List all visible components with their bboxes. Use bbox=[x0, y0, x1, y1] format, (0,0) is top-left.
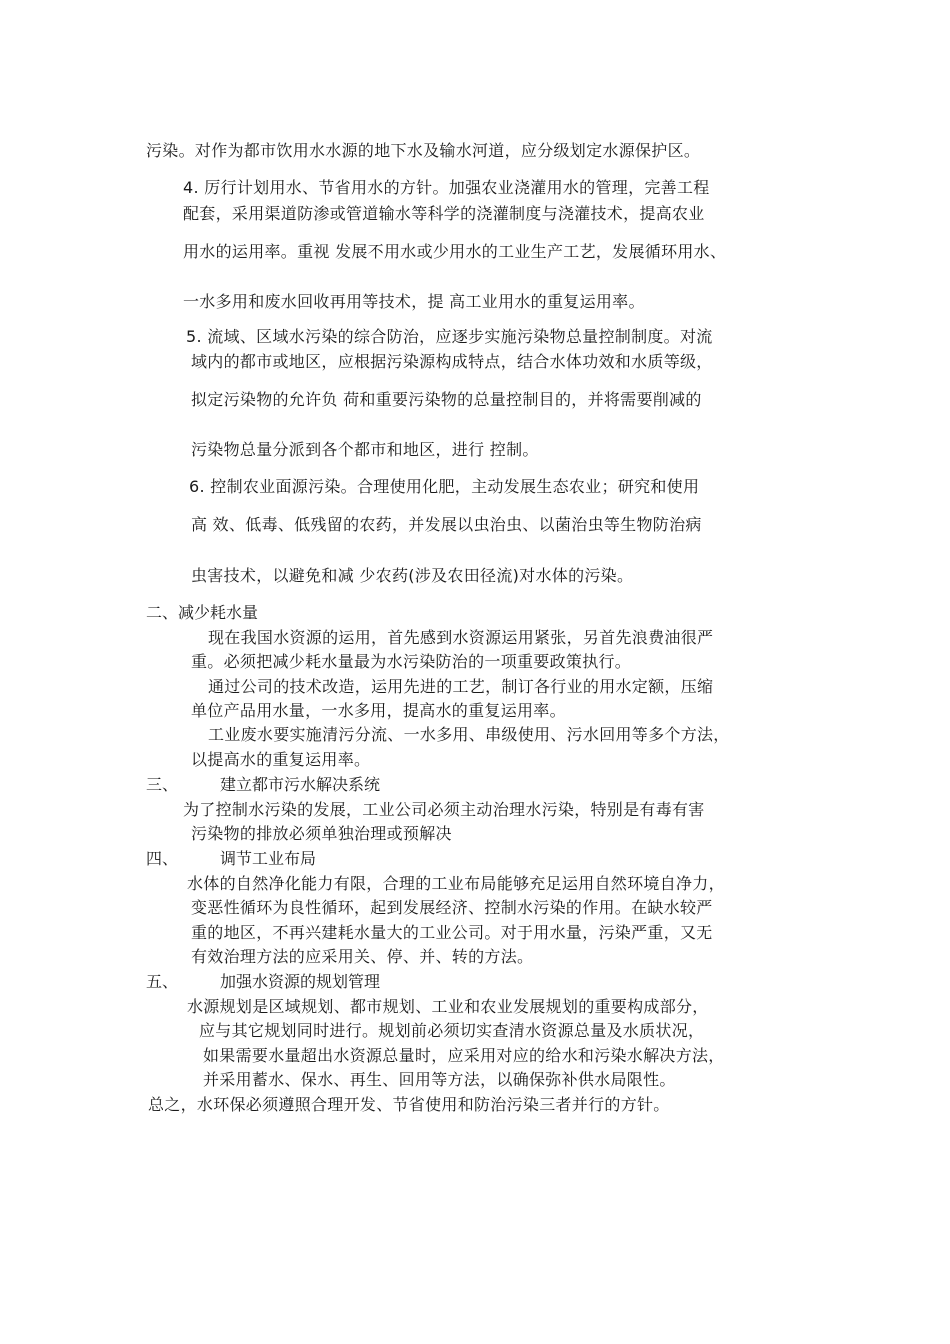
section-5-line-1: 水源规划是区域规划、都市规划、工业和农业发展规划的重要构成部分， bbox=[187, 997, 709, 1016]
item-6-number: 6. bbox=[189, 477, 205, 496]
item-6-line-3: 虫害技术，以避免和减 少农药(涉及农田径流)对水体的污染。 bbox=[191, 566, 634, 585]
item-4-text-1: 厉行计划用水、节省用水的方针。加强农业浇灌用水的管理，完善工程 bbox=[204, 178, 710, 197]
section-4-line-4: 有效治理方法的应采用关、停、并、转的方法。 bbox=[191, 947, 534, 966]
item-5-text-1: 流域、区域水污染的综合防治，应逐步实施污染物总量控制制度。对流 bbox=[207, 327, 713, 346]
item-5-line-2: 域内的都市或地区，应根据污染源构成特点，结合水体功效和水质等级， bbox=[191, 352, 713, 371]
item-5-line-1 bbox=[186, 327, 713, 347]
section-3-heading bbox=[146, 775, 380, 795]
item-4-number: 4. bbox=[183, 178, 199, 197]
item-4-line-1 bbox=[183, 178, 710, 198]
intro-line: 污染。对作为都市饮用水水源的地下水及输水河道，应分级划定水源保护区。 bbox=[146, 141, 701, 160]
section-2-heading: 二、减少耗水量 bbox=[146, 603, 259, 622]
item-4-line-3: 用水的运用率。重视 发展不用水或少用水的工业生产工艺，发展循环用水、 bbox=[183, 242, 727, 261]
section-3-line-2: 污染物的排放必须单独治理或预解决 bbox=[191, 824, 452, 843]
conclusion-line: 总之，水环保必须遵照合理开发、节省使用和防治污染三者并行的方针。 bbox=[148, 1095, 670, 1114]
section-5-number: 五、 bbox=[146, 972, 179, 991]
section-5-line-4: 并采用蓄水、保水、再生、回用等方法，以确保弥补供水局限性。 bbox=[203, 1070, 676, 1089]
section-4-line-3: 重的地区，不再兴建耗水量大的工业公司。对于用水量，污染严重，又无 bbox=[191, 923, 713, 942]
section-2-line-2: 重。必须把减少耗水量最为水污染防治的一项重要政策执行。 bbox=[191, 652, 632, 671]
item-6-line-1 bbox=[189, 477, 699, 497]
section-5-heading bbox=[146, 972, 380, 992]
section-4-title: 调节工业布局 bbox=[220, 849, 317, 868]
section-3-title: 建立都市污水解决系统 bbox=[220, 775, 381, 794]
section-3-line-1: 为了控制水污染的发展，工业公司必须主动治理水污染，特别是有毒有害 bbox=[183, 800, 705, 819]
section-2-line-4: 单位产品用水量，一水多用，提高水的重复运用率。 bbox=[191, 701, 566, 720]
section-3-number: 三、 bbox=[146, 775, 179, 794]
item-5-line-3: 拟定污染物的允许负 荷和重要污染物的总量控制目的，并将需要削减的 bbox=[191, 390, 702, 409]
item-5-line-4: 污染物总量分派到各个都市和地区，进行 控制。 bbox=[191, 440, 539, 459]
section-4-line-1: 水体的自然净化能力有限，合理的工业布局能够充足运用自然环境自净力， bbox=[187, 874, 725, 893]
section-4-line-2: 变恶性循环为良性循环，起到发展经济、控制水污染的作用。在缺水较严 bbox=[191, 898, 713, 917]
item-4-line-2: 配套，采用渠道防渗或管道输水等科学的浇灌制度与浇灌技术，提高农业 bbox=[183, 204, 705, 223]
section-2-line-3: 通过公司的技术改造，运用先进的工艺，制订各行业的用水定额，压缩 bbox=[208, 677, 714, 696]
section-4-number: 四、 bbox=[146, 849, 179, 868]
section-4-heading bbox=[146, 849, 316, 869]
item-4-line-4: 一水多用和废水回收再用等技术，提 高工业用水的重复运用率。 bbox=[183, 292, 645, 311]
section-2-line-5: 工业废水要实施清污分流、一水多用、串级使用、污水回用等多个方法， bbox=[208, 725, 730, 744]
section-5-line-3: 如果需要水量超出水资源总量时，应采用对应的给水和污染水解决方法， bbox=[203, 1046, 725, 1065]
section-5-title: 加强水资源的规划管理 bbox=[220, 972, 381, 991]
item-6-line-2: 高 效、低毒、低残留的农药，并发展以虫治虫、以菌治虫等生物防治病 bbox=[191, 515, 702, 534]
item-5-number: 5. bbox=[186, 327, 202, 346]
item-6-text-1: 控制农业面源污染。合理使用化肥，主动发展生态农业；研究和使用 bbox=[210, 477, 700, 496]
section-2-line-6: 以提高水的重复运用率。 bbox=[191, 750, 371, 769]
section-2-line-1: 现在我国水资源的运用，首先感到水资源运用紧张，另首先浪费油很严 bbox=[208, 628, 714, 647]
section-5-line-2: 应与其它规划同时进行。规划前必须切实查清水资源总量及水质状况， bbox=[199, 1021, 705, 1040]
